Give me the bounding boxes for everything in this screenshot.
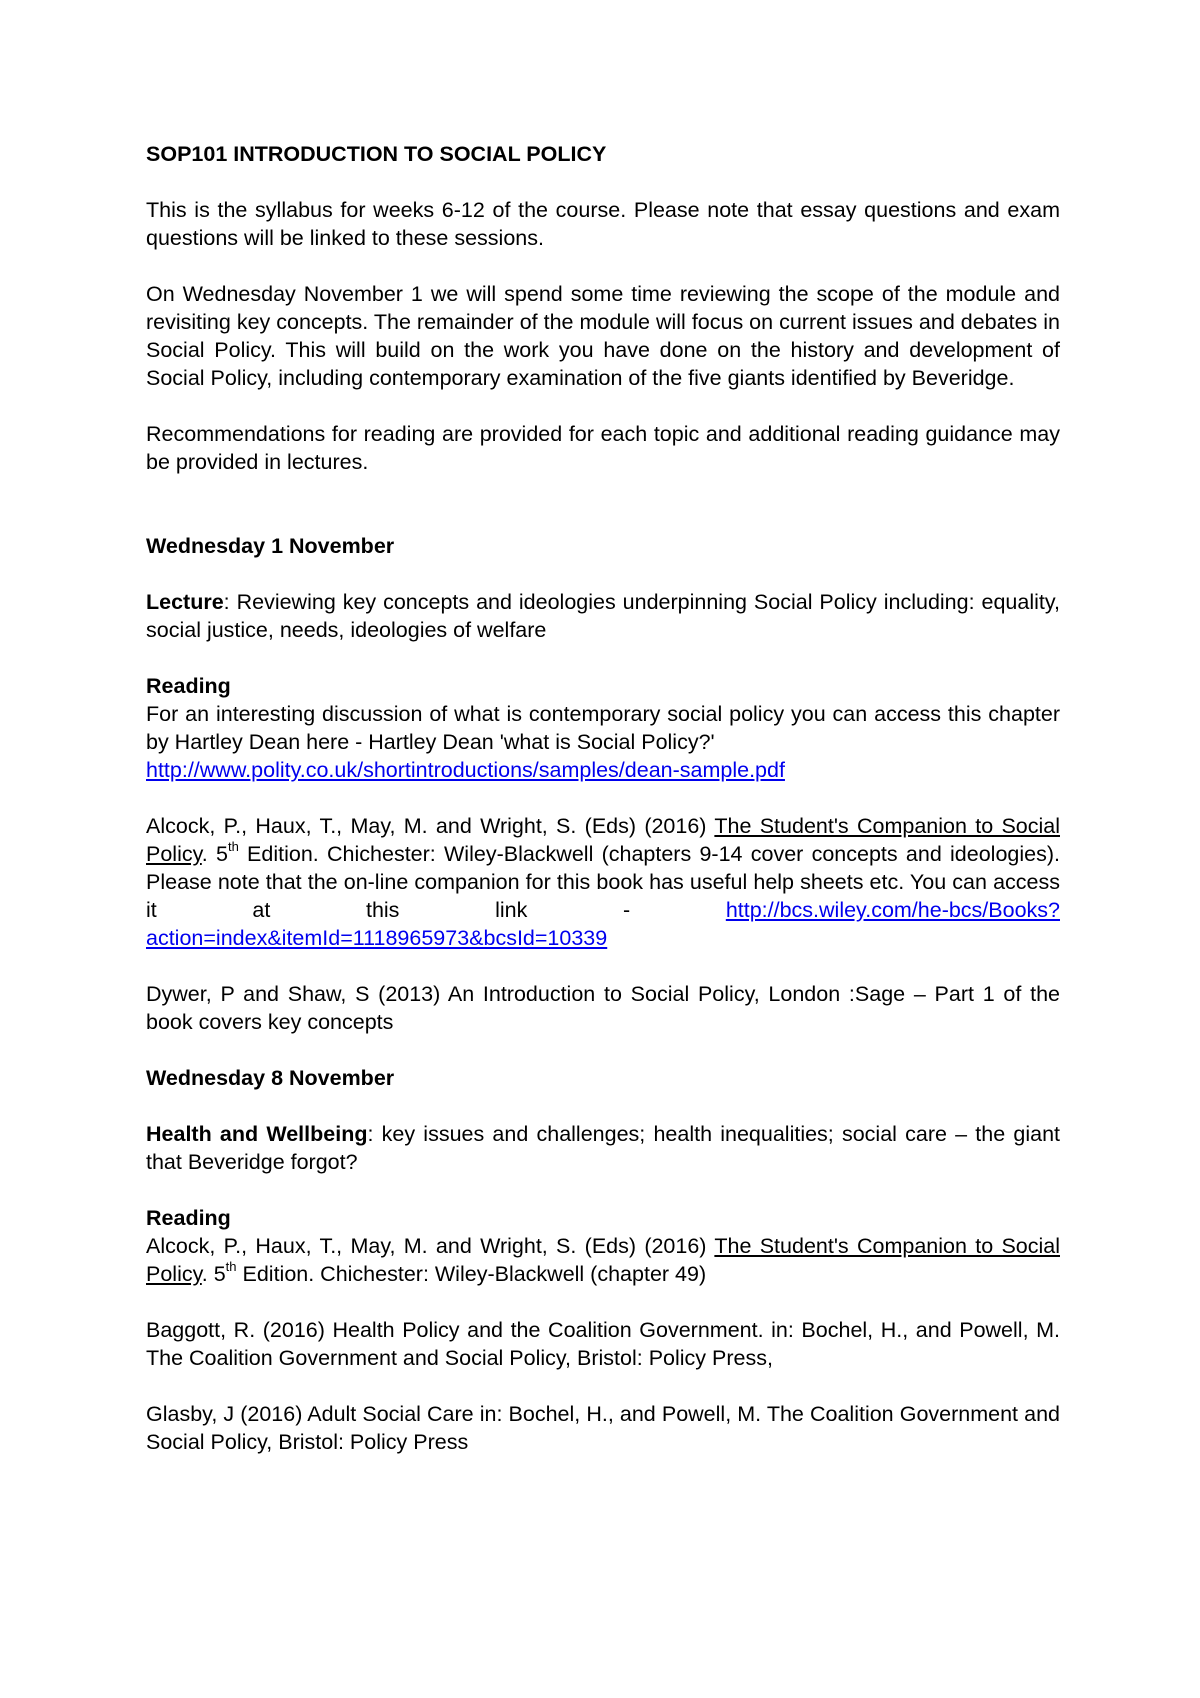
week2-alcock-edition-suffix: th	[225, 1258, 237, 1274]
week1-alcock-edition-suffix: th	[227, 838, 239, 854]
week1-alcock-book-title: The Student's Companion to Social Policy	[146, 814, 1060, 866]
week2-heading: Wednesday 8 November	[146, 1066, 395, 1090]
week1-lecture-text: : Reviewing key concepts and ideologies underpinning Social Policy including: equality, social justice, needs, ideologies of welfare	[146, 590, 1060, 642]
week1-reading-heading: Reading	[146, 674, 231, 698]
week2-alcock-reference	[146, 1232, 1060, 1288]
week1-dean-text: For an interesting discussion of what is contemporary social policy you can access this chapter by Hartley Dean here - Hartley Dean 'what is Social Policy?'	[146, 702, 1060, 754]
week1-alcock-edition: . 5	[201, 842, 228, 866]
week1-dean-link-line	[146, 756, 1060, 784]
week2-glasby-reference: Glasby, J (2016) Adult Social Care in: Bochel, H., and Powell, M. The Coalition Government and Social Policy, Bristol: Policy Press	[146, 1402, 1060, 1454]
document-page	[146, 140, 1060, 1456]
week1-heading: Wednesday 1 November	[146, 534, 395, 558]
week2-alcock-edition: . 5	[201, 1262, 226, 1286]
week1-alcock-authors: Alcock, P., Haux, T., May, M. and Wright, S. (Eds) (2016)	[146, 814, 715, 838]
intro-paragraph-3: Recommendations for reading are provided for each topic and additional reading guidance may be provided in lectures.	[146, 422, 1060, 474]
dean-sample-link[interactable]: http://www.polity.co.uk/shortintroductions/samples/dean-sample.pdf	[146, 758, 785, 782]
intro-paragraph-2: On Wednesday November 1 we will spend some time reviewing the scope of the module and revisiting key concepts. The remainder of the module will focus on current issues and debates in Social Policy. This will build on the work you have done on the history and development of Social Policy, including contemporary examination of the five giants identified by Beveridge.	[146, 282, 1060, 390]
week2-alcock-book-title: The Student's Companion to Social Policy	[146, 1234, 1060, 1286]
week2-baggott-reference: Baggott, R. (2016) Health Policy and the Coalition Government. in: Bochel, H., and Powell, M. The Coalition Government and Social Policy, Bristol: Policy Press,	[146, 1318, 1060, 1370]
week2-topic	[146, 1120, 1060, 1176]
week2-alcock-details: Edition. Chichester: Wiley-Blackwell (chapter 49)	[236, 1262, 707, 1286]
week1-dywer-reference: Dywer, P and Shaw, S (2013) An Introduction to Social Policy, London :Sage – Part 1 of the book covers key concepts	[146, 982, 1060, 1034]
week1-lecture	[146, 588, 1060, 644]
week1-alcock-reference	[146, 812, 1060, 952]
week2-topic-label: Health and Wellbeing	[146, 1122, 368, 1146]
week1-lecture-label: Lecture	[146, 590, 224, 614]
document-title: SOP101 INTRODUCTION TO SOCIAL POLICY	[146, 142, 607, 166]
week1-alcock-details: Edition. Chichester: Wiley-Blackwell (chapters 9-14 cover concepts and ideologies). Please note that the on-line companion for this book has useful help sheets etc. You can access it at this link -	[146, 842, 1060, 922]
week2-alcock-authors: Alcock, P., Haux, T., May, M. and Wright, S. (Eds) (2016)	[146, 1234, 715, 1258]
week2-reading-heading: Reading	[146, 1206, 231, 1230]
intro-paragraph-1: This is the syllabus for weeks 6-12 of the course. Please note that essay questions and exam questions will be linked to these sessions.	[146, 198, 1060, 250]
wiley-companion-link[interactable]: http://bcs.wiley.com/he-bcs/Books?action=index&itemId=1118965973&bcsId=10339	[146, 898, 1060, 950]
week2-topic-text: : key issues and challenges; health inequalities; social care – the giant that Beveridge forgot?	[146, 1122, 1061, 1174]
